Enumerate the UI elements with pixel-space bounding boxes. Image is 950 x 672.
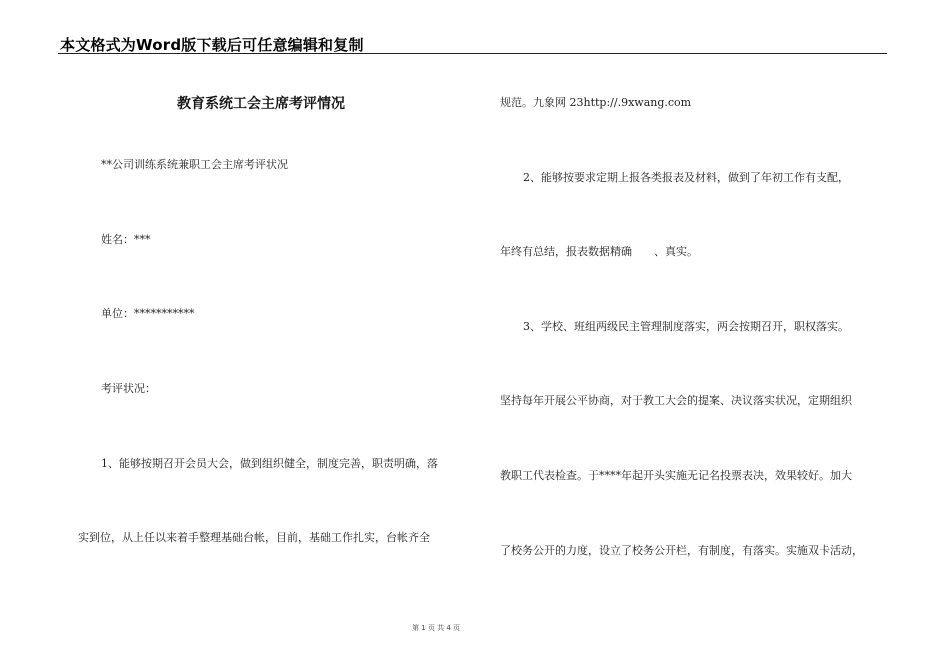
paragraph-line: 2、能够按要求定期上报各类报表及材料，做到了年初工作有支配， [523,171,849,184]
paragraph-line: **公司训练系统兼职工会主席考评状况 [101,158,288,171]
document-title: 教育系统工会主席考评情况 [177,96,345,112]
page-number: 第 1 页 共 4 页 [412,624,461,632]
paragraph-line: 1、能够按期召开会员大会，做到组织健全，制度完善，职责明确，落 [101,457,438,470]
paragraph-line: 考评状况： [101,382,156,395]
paragraph-line: 教职工代表检查。于****年起开头实施无记名投票表决，效果较好。加大 [500,469,852,482]
paragraph-line: 3、学校、班组两级民主管理制度落实，两会按期召开，职权落实。 [523,320,849,333]
paragraph-line: 坚持每年开展公平协商，对于教工大会的提案、决议落实状况，定期组织 [500,394,852,407]
paragraph-line: 姓名：*** [101,233,151,246]
paragraph-line: 年终有总结，报表数据精确 、真实。 [500,245,698,258]
paragraph-line: 了校务公开的力度，设立了校务公开栏，有制度，有落实。实施双卡活动， [500,544,863,557]
download-banner: 本文格式为Word版下载后可任意编辑和复制 [60,36,364,54]
paragraph-line: 实到位，从上任以来着手整理基础台帐，目前，基础工作扎实，台帐齐全 [78,531,430,544]
paragraph-line: 单位：*********** [101,307,195,320]
paragraph-line: 规范。九象网 23http://.9xwang.com [500,96,692,109]
right-column [475,0,950,672]
